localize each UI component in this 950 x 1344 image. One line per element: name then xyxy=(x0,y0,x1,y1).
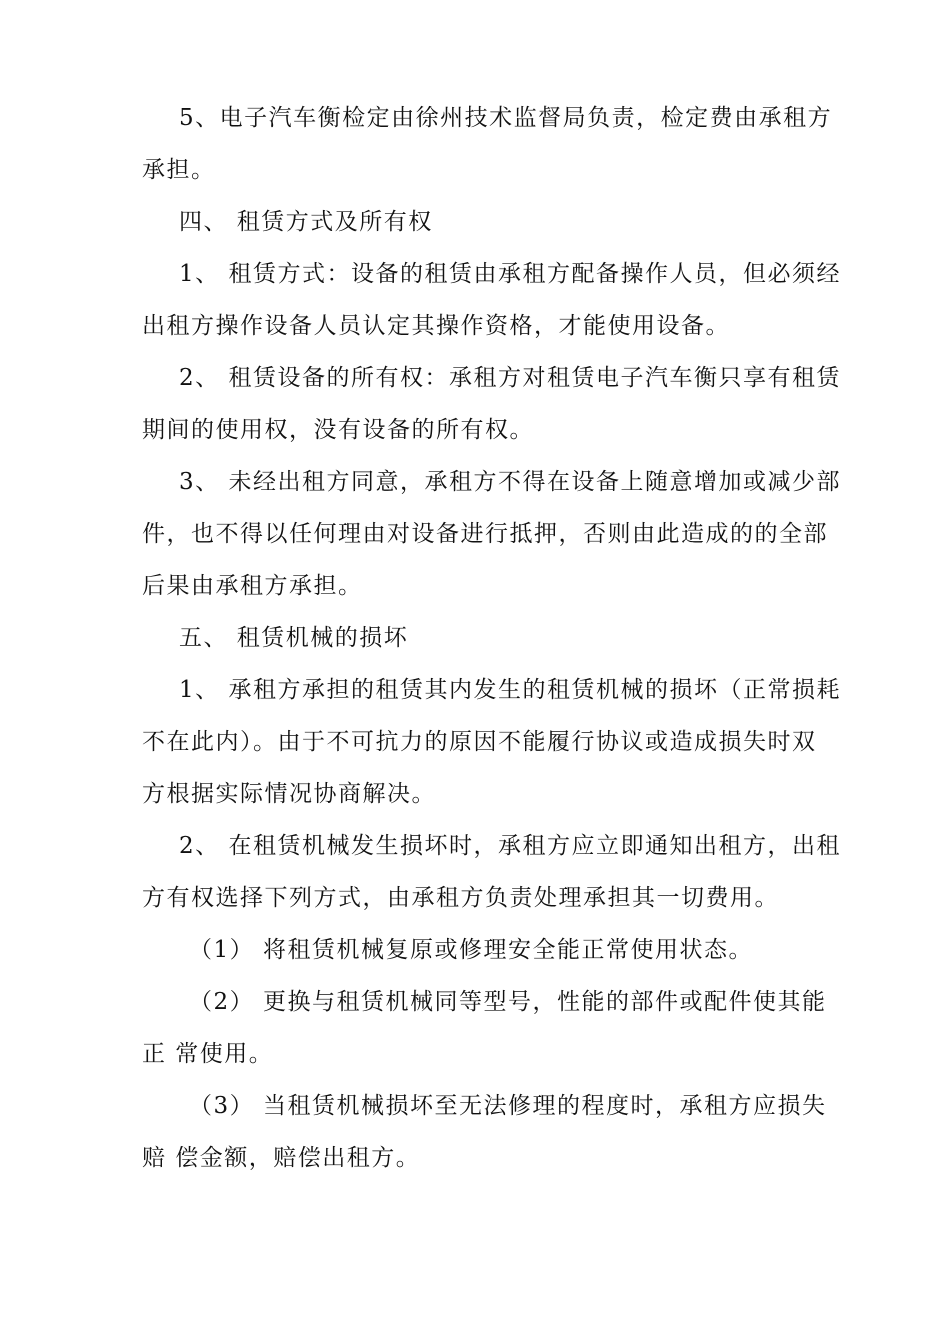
paragraph-line: 2、 租赁设备的所有权：承租方对租赁电子汽车衡只享有租赁 xyxy=(179,365,841,391)
paragraph-line: 赔 偿金额，赔偿出租方。 xyxy=(142,1145,421,1171)
list-item: （2） 更换与租赁机械同等型号，性能的部件或配件使其能 xyxy=(189,989,827,1015)
paragraph-line: 1、 承租方承担的租赁其内发生的租赁机械的损坏（正常损耗 xyxy=(179,677,841,703)
paragraph-line: 5、电子汽车衡检定由徐州技术监督局负责，检定费由承租方 xyxy=(179,105,833,131)
paragraph-line: 1、 租赁方式：设备的租赁由承租方配备操作人员，但必须经 xyxy=(179,261,841,287)
list-item: （1） 将租赁机械复原或修理安全能正常使用状态。 xyxy=(189,937,753,963)
paragraph-line: 3、 未经出租方同意，承租方不得在设备上随意增加或减少部 xyxy=(179,469,841,495)
paragraph-line: 正 常使用。 xyxy=(142,1041,274,1067)
paragraph-line: 方有权选择下列方式，由承租方负责处理承担其一切费用。 xyxy=(142,885,779,911)
document-body xyxy=(142,92,841,1184)
paragraph-line: 不在此内）。由于不可抗力的原因不能履行协议或造成损失时双 xyxy=(142,729,817,755)
paragraph-line: 件，也不得以任何理由对设备进行抵押，否则由此造成的的全部 xyxy=(142,521,828,547)
paragraph-line: 期间的使用权，没有设备的所有权。 xyxy=(142,417,534,443)
list-item: （3） 当租赁机械损坏至无法修理的程度时，承租方应损失 xyxy=(189,1093,827,1119)
paragraph-line: 出租方操作设备人员认定其操作资格，才能使用设备。 xyxy=(142,313,730,339)
paragraph-line: 后果由承租方承担。 xyxy=(142,573,363,599)
section-heading: 四、 租赁方式及所有权 xyxy=(179,209,433,235)
paragraph-line: 2、 在租赁机械发生损坏时，承租方应立即通知出租方，出租 xyxy=(179,833,841,859)
paragraph-line: 承担。 xyxy=(142,157,216,183)
section-heading: 五、 租赁机械的损坏 xyxy=(179,625,409,651)
paragraph-line: 方根据实际情况协商解决。 xyxy=(142,781,436,807)
